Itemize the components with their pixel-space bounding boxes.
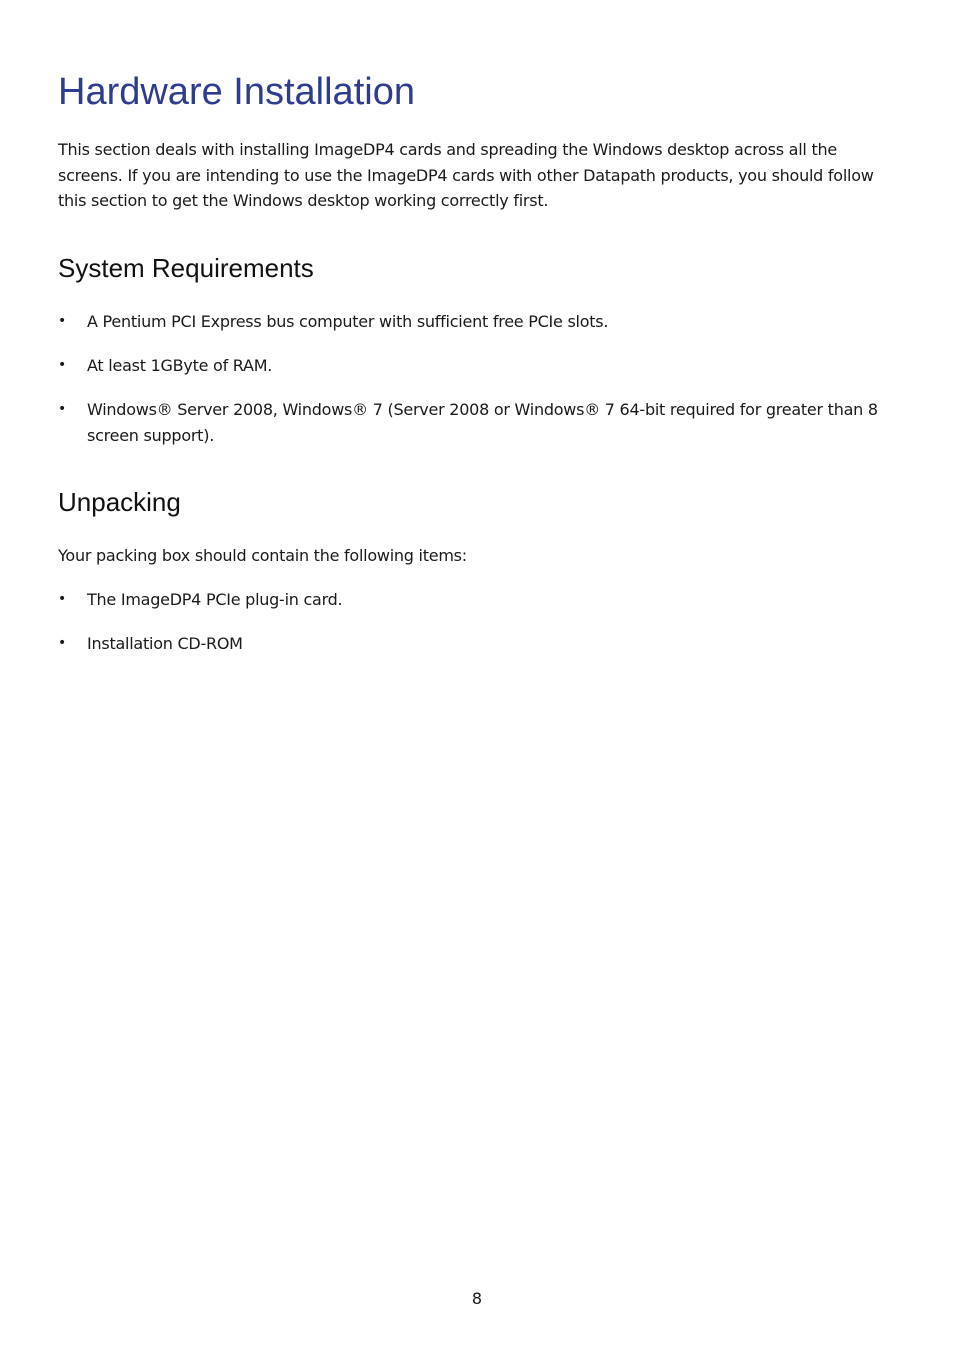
bullet-icon: •	[58, 401, 67, 417]
system-requirements-list	[58, 309, 890, 467]
system-requirements-heading: System Requirements	[58, 253, 314, 283]
bullet-icon: •	[58, 635, 67, 651]
list-item	[58, 353, 890, 379]
page-title: Hardware Installation	[58, 71, 415, 113]
bullet-icon: •	[58, 357, 67, 373]
list-item-text: A Pentium PCI Express bus computer with sufficient free PCIe slots.	[87, 312, 609, 331]
list-item	[58, 309, 890, 335]
list-item-text: Installation CD-ROM	[87, 634, 243, 653]
unpacking-paragraph: Your packing box should contain the following items:	[58, 546, 467, 565]
list-item-text: The ImageDP4 PCIe plug-in card.	[87, 590, 343, 609]
intro-paragraph: This section deals with installing ImageDP4 cards and spreading the Windows desktop across all the screens. If you are intending to use the ImageDP4 cards with other Datapath products, you should follow this section to get the Windows desktop working correctly first.	[58, 140, 874, 210]
bullet-icon: •	[58, 591, 67, 607]
list-item	[58, 631, 890, 657]
page-number: 8	[471, 1289, 483, 1308]
list-item	[58, 397, 890, 448]
list-item	[58, 587, 890, 613]
unpacking-heading: Unpacking	[58, 487, 181, 517]
list-item-text: Windows® Server 2008, Windows® 7 (Server 2008 or Windows® 7 64-bit required for greater than 8 screen support).	[87, 400, 878, 445]
list-item-text: At least 1GByte of RAM.	[87, 356, 273, 375]
unpacking-list	[58, 587, 890, 675]
bullet-icon: •	[58, 313, 67, 329]
